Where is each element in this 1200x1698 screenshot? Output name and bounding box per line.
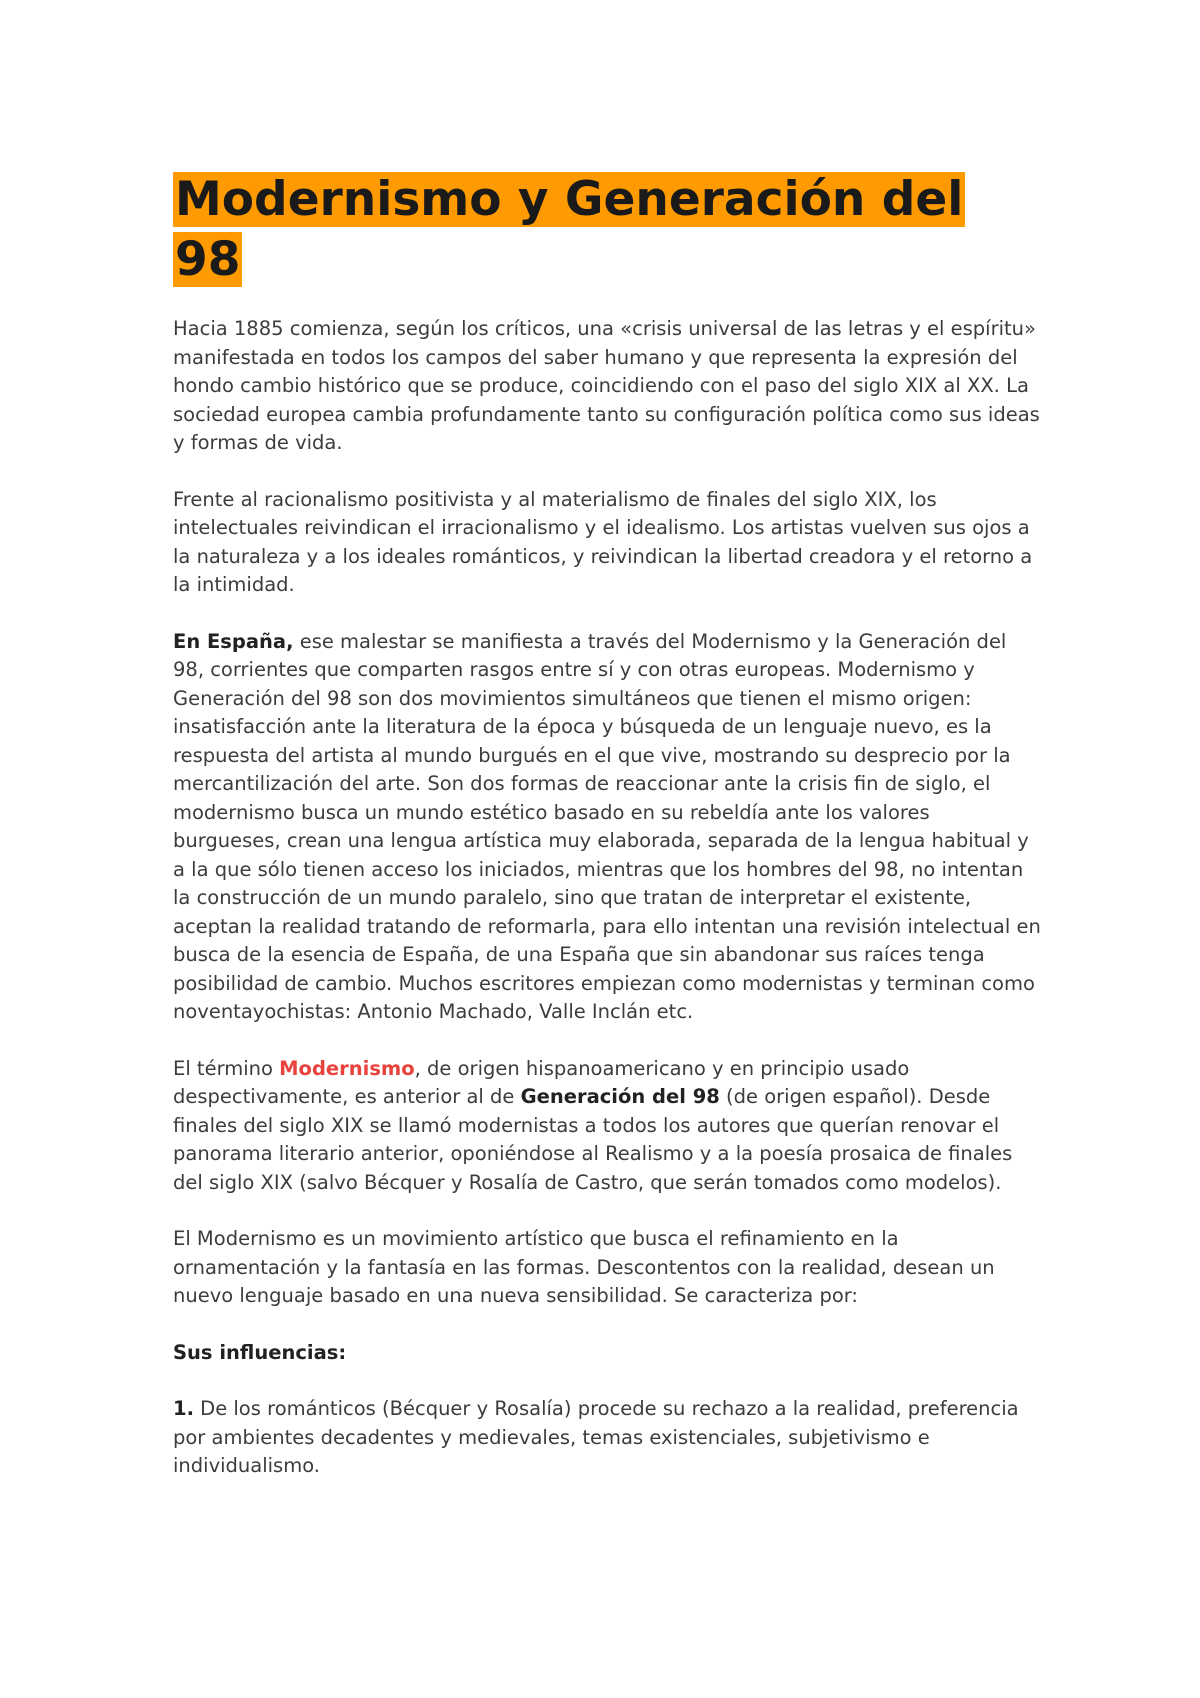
term-modernismo: Modernismo [279, 1056, 415, 1080]
document-content [173, 170, 1043, 1481]
paragraph-espana-lead: En España, [173, 629, 294, 653]
list-item-romanticos [173, 1395, 1043, 1481]
paragraph-intro: Hacia 1885 comienza, según los críticos, una «crisis universal de las letras y el espíritu» manifestada en todos los campos del saber humano y que representa la expresión del hondo cambio histórico que se produce, coincidiendo con el paso del siglo XIX al XX. La sociedad europea cambia profundamente tanto su configuración política como sus ideas y formas de vida. [173, 317, 1040, 454]
paragraph-termino-part3: (de origen español). Desde finales del siglo XIX se llamó modernistas a todos los autores que querían renovar el panorama literario anterior, oponiéndose al Realismo y a la poesía prosaica de finales del siglo XIX (salvo Bécquer y Rosalía de Castro, que serán tomados como modelos). [173, 1085, 1013, 1194]
term-generacion-98: Generación del 98 [520, 1085, 720, 1108]
paragraph-irracionalismo: Frente al racionalismo positivista y al materialismo de finales del siglo XIX, los intelectuales reivindican el irracionalismo y el idealismo. Los artistas vuelven sus ojos a la naturaleza y a los ideales románticos, y reivindican la libertad creadora y el retorno a la intimidad. [173, 487, 1033, 596]
list-item-text: De los románticos (Bécquer y Rosalía) procede su rechazo a la realidad, preferencia por ambientes decadentes y medievales, temas existenciales, subjetivismo e individualismo. [173, 1397, 1019, 1477]
list-item-number: 1. [173, 1397, 194, 1420]
section-heading-influencias: Sus influencias: [173, 1340, 347, 1364]
paragraph-termino-part2: , de origen hispanoamericano y en principio usado despectivamente, es anterior al de [173, 1056, 910, 1108]
paragraph-modernismo-definicion: El Modernismo es un movimiento artístico que busca el refinamiento en la ornamentación y la fantasía en las formas. Descontentos con la realidad, desean un nuevo lenguaje basado en una nueva sensibilidad. Se caracteriza por: [173, 1227, 995, 1307]
paragraph-termino [173, 1055, 1043, 1198]
title-highlight: Modernismo y Generación del 98 [175, 172, 964, 287]
paragraph-termino-part1: El término [173, 1056, 280, 1080]
paragraph-espana-text: ese malestar se manifiesta a través del Modernismo y la Generación del 98, corrientes que comparten rasgos entre sí y con otras europeas. Modernismo y Generación del 98 son dos movimientos simultáneos que tienen el mismo origen: insatisfacción ante la literatura de la época y búsqueda de un lenguaje nuevo, es la respuesta del artista al mundo burgués en el que vive, mostrando su desprecio por la mercantilización del arte. Son dos formas de reaccionar ante la crisis fin de siglo, el modernismo busca un mundo estético basado en su rebeldía ante los valores burgueses, crean una lengua artística muy elaborada, separada de la lengua habitual y a la que sólo tienen acceso los iniciados, mientras que los hombres del 98, no intentan la construcción de un mundo paralelo, sino que tratan de interpretar el existente, aceptan la realidad tratando de reformarla, para ello intentan una revisión intelectual en busca de la esencia de España, de una España que sin abandonar sus raíces tenga posibilidad de cambio. Muchos escritores empiezan como modernistas y terminan como noventayochistas: Antonio Machado, Valle Inclán etc. [173, 629, 1041, 1023]
paragraph-espana [173, 628, 1043, 1027]
document-title [173, 170, 1013, 290]
